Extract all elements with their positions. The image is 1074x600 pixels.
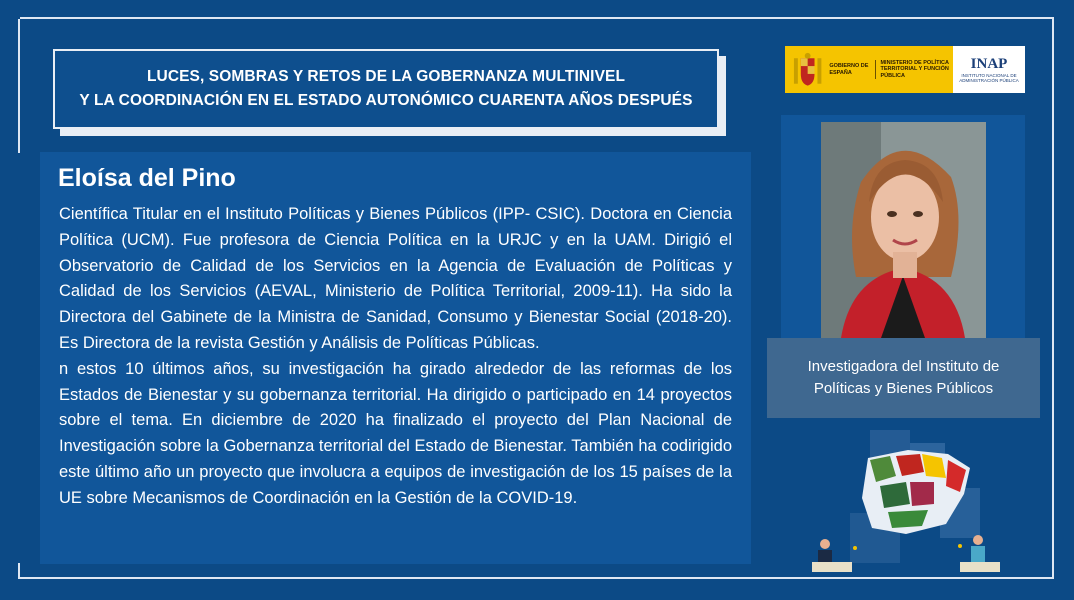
frame-bottom-line [20, 577, 1054, 579]
event-title-line-2: Y LA COORDINACIÓN EN EL ESTADO AUTONÓMICO CUARENTA AÑOS DESPUÉS [79, 92, 693, 109]
bio-paragraph-2: n estos 10 últimos años, su investigación ha girado alrededor de las reformas de los Estados de Bienestar y su gobernanza territorial. Ha dirigido o participado en 14 proyectos sobre el tema. En diciembre de 2020 ha finalizado el proyecto del Plan Nacional de Investigación sobre la Gobernanza territorial del Estado de Bienestar. También ha codirigido este último año un proyecto que involucra a equipos de investigación de los 15 países de la UE sobre Mecanismos de Coordinación en la Gestión de la COVID-19. [59, 359, 732, 507]
government-logo [785, 46, 953, 93]
speaker-bio [59, 202, 732, 512]
event-title-box [53, 49, 719, 129]
photo-frame [781, 115, 1025, 346]
portrait-photo-icon [821, 122, 986, 338]
frame-left-line [18, 19, 20, 153]
ministry-label: MINISTERIO DE POLÍTICA TERRITORIAL Y FUNCIÓN PÚBLICA [875, 60, 953, 80]
bio-paragraph-1: Científica Titular en el Instituto Políticas y Bienes Públicos (IPP- CSIC). Doctora en Ciencia Política (UCM). Fue profesora de Ciencia Política en la URJC y en la UAM. Dirigió el Observatorio de Calidad de los Servicios en la Agencia de Evaluación de Políticas y Calidad de los Servicios (AEVAL, Ministerio de Política Territorial, 2009-11). Ha sido la Directora del Gabinete de la Ministra de Sanidad, Consumo y Bienestar Social (2018-20). Es Directora de la revista Gestión y Análisis de Políticas Públicas. [59, 205, 732, 352]
institution-logos [785, 46, 1025, 93]
speaker-caption [767, 338, 1040, 418]
inap-logo [953, 46, 1025, 93]
caption-line-1: Investigadora del Instituto de [807, 358, 1000, 375]
coat-of-arms-icon [791, 52, 824, 88]
speaker-bio-panel [40, 152, 751, 564]
frame-right-line [1052, 19, 1054, 579]
inap-title: INAP [970, 56, 1008, 72]
government-label: GOBIERNO DE ESPAÑA [829, 63, 869, 76]
event-title-line-1: LUCES, SOMBRAS Y RETOS DE LA GOBERNANZA MULTINIVEL [146, 68, 626, 85]
inap-subtitle: INSTITUTO NACIONAL DE ADMINISTRACIÓN PÚBLICA [959, 73, 1019, 83]
frame-left-bottom-line [18, 563, 20, 579]
speaker-name: Eloísa del Pino [58, 164, 236, 192]
spain-map-illustration [810, 428, 1006, 574]
frame-top-line [20, 17, 1054, 19]
caption-line-2: Políticas y Bienes Públicos [813, 380, 994, 397]
speaker-photo [821, 122, 986, 338]
